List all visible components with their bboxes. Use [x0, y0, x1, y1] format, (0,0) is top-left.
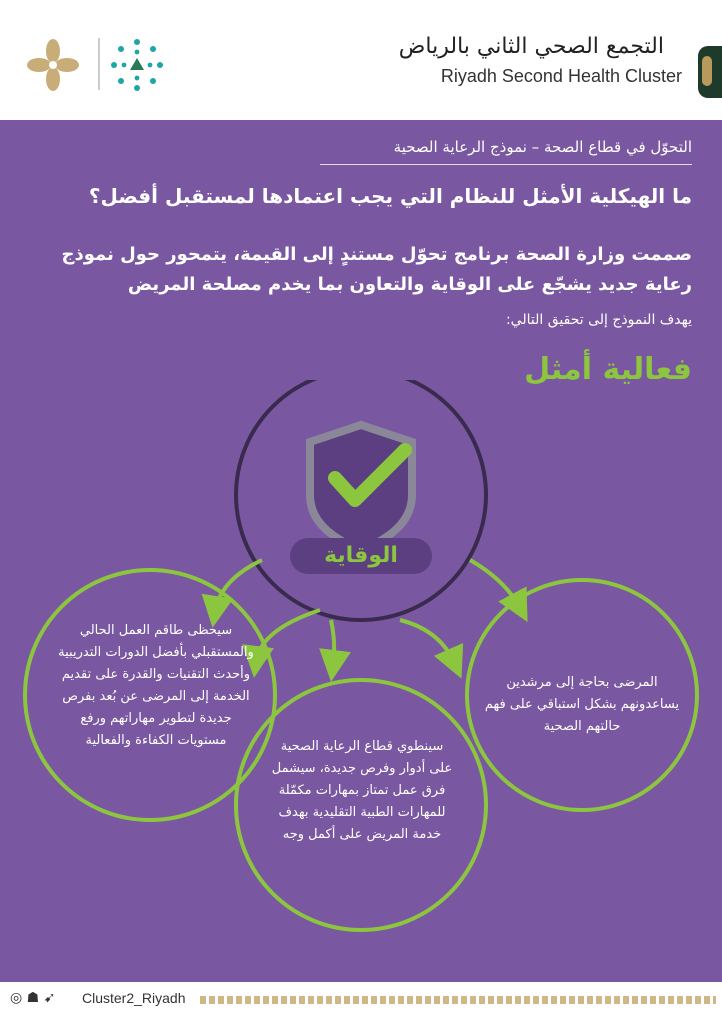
- prevention-label: الوقاية: [290, 538, 432, 574]
- arrow-middle-left: [256, 610, 320, 662]
- question-heading: ما الهيكلية الأمثل للنظام التي يجب اعتمادها لمستقبل أفضل؟: [88, 184, 692, 208]
- section-subtitle: التحوّل في قطاع الصحة – نموذج الرعاية الصحية: [393, 138, 692, 156]
- aims-text: يهدف النموذج إلى تحقيق التالي:: [505, 312, 692, 328]
- brand-name-english: Riyadh Second Health Cluster: [440, 66, 682, 86]
- effectiveness-heading: فعالية أمثل: [524, 352, 692, 387]
- intro-paragraph: صممت وزارة الصحة برنامج تحوّل مستندٍ إلى القيمة، يتمحور حول نموذج رعاية جديد يشجّع على الوقاية والتعاون بما يخدم مصلحة المريض: [61, 244, 692, 295]
- social-icons: [10, 990, 55, 1006]
- header: [0, 0, 722, 120]
- snapchat-icon[interactable]: ☗: [26, 990, 40, 1006]
- arrow-middle-right: [400, 620, 455, 664]
- brand-name-arabic: التجمع الصحي الثاني بالرياض: [398, 34, 664, 59]
- divider: [320, 164, 692, 165]
- logo-divider: [98, 38, 100, 90]
- circle-text-middle: سينطوي قطاع الرعاية الصحية على أدوار وفرص جديدة، سيشمل فرق عمل تمتاز بمهارات مكمّلة للمهارات الطبية التقليدية بهدف خدمة المريض على أكمل وجه: [271, 739, 453, 842]
- arrow-down: [331, 620, 334, 666]
- corner-emblem-icon: [698, 46, 722, 98]
- footer-pattern: [200, 996, 716, 1004]
- health-cluster-logo-icon: [26, 38, 80, 92]
- circle-text-right: المرضى بحاجة إلى مرشدين يساعدونهم بشكل استباقي على فهم حالتهم الصحية: [484, 675, 680, 734]
- twitter-icon[interactable]: ➹: [43, 990, 56, 1006]
- arrow-right: [470, 560, 520, 608]
- social-handle[interactable]: Cluster2_Riyadh: [82, 990, 186, 1006]
- circle-text-left: سيحظى طاقم العمل الحالي والمستقبلي بأفضل الدورات التدريبية وأحدث التقنيات والقدرة على تقديم الخدمة إلى المرضى عن بُعد بفرص جديدة لتطوير مهاراتهم ورفع مستويات الكفاءة والفعالية: [58, 623, 254, 748]
- moh-emblem-icon: [108, 36, 166, 94]
- instagram-icon[interactable]: ◎: [10, 990, 23, 1006]
